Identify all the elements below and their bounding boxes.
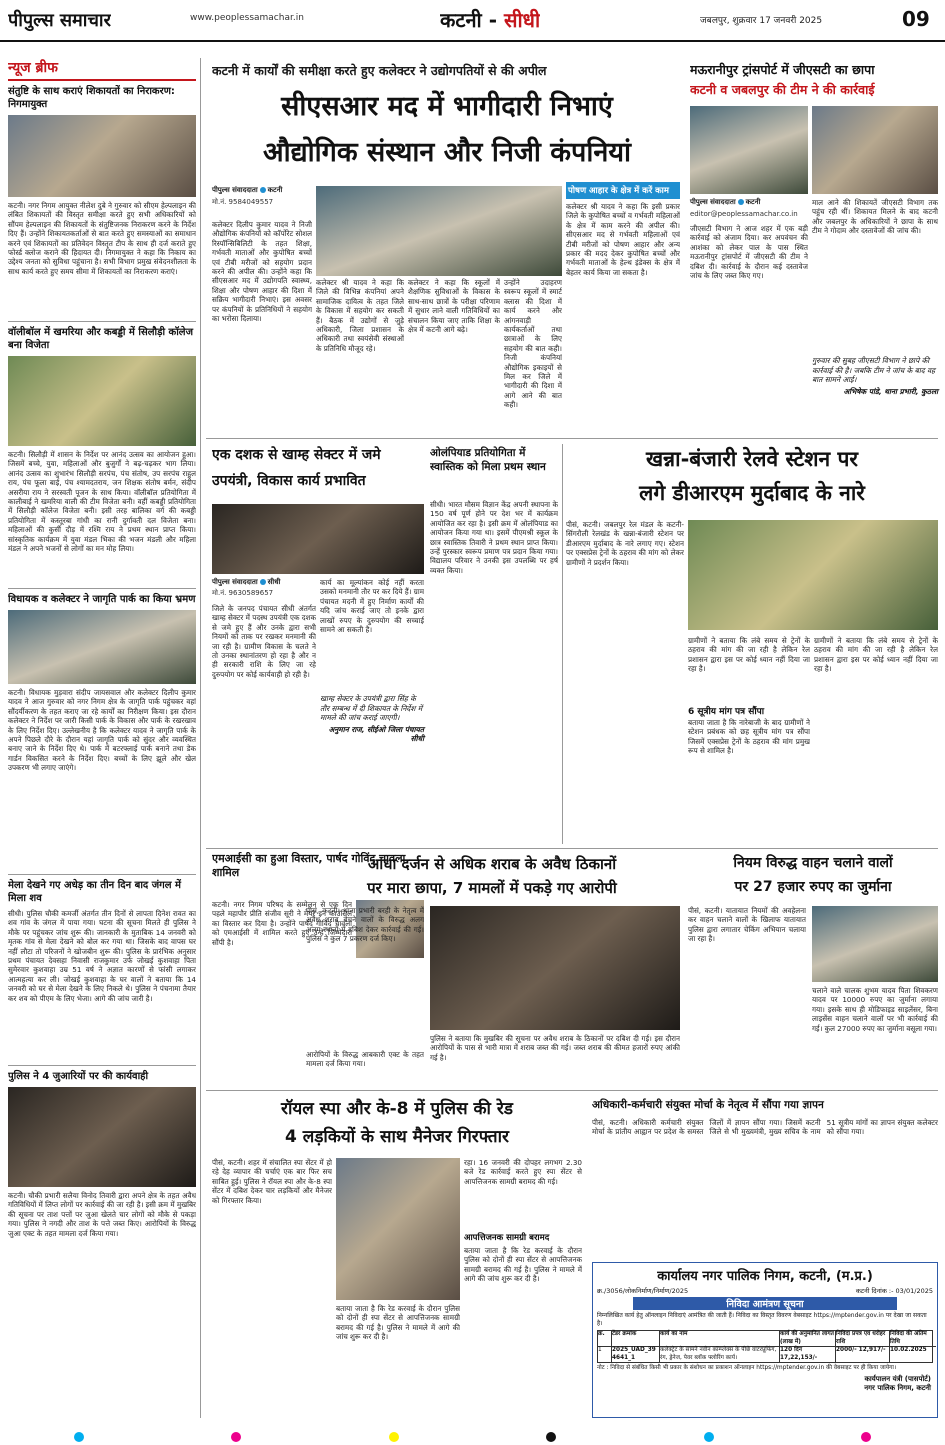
tender-signer: कार्यपालन यंत्री (पासपोर्ट) (864, 1374, 931, 1383)
brief-5-title: पुलिस ने 4 जुआरियों पर की कार्यवाही (8, 1065, 196, 1083)
lead-body-4: उन्होंने उदाहरण स्वरूप स्कूलों में स्मार्ट क्लास की दिशा में कार्य करने और आंगनवाड़ी कार्यकर्ताओं तथा छात्राओं के लिए सहयोग की बात कही। निजी कंपनियां औद्योगिक इकाइयों से मिल कर जिले में भागीदारी की दिशा में आगे आने की बात कही। (504, 278, 562, 410)
gst-body-2: माल आने की शिकायतें जीएसटी विभाग तक पहुंच रही थीं। शिकायत मिलने के बाद कटनी और जबलपुर के अधिकारियों ने छापा के साथ टीम ने गोदाम और दस्तावेजों की जांच की। (812, 198, 938, 236)
liquor-body-2: पुलिस ने बताया कि मुखबिर की सूचना पर अवैध शराब के ठिकानों पर दबिश दी गई। इस दौरान आरोपियों के पास से भारी मात्रा में शराब जब्त की गई। जब्त शराब की कीमत हजारों रुपए आंकी गई है। (430, 1034, 680, 1062)
traffic-headline-1: नियम विरुद्ध वाहन चलाने वालों (733, 855, 893, 871)
reg-dot-m2 (861, 1432, 871, 1442)
brief-4-title: मेला देखने गए अधेड़ का तीन दिन बाद जंगल में मिला शव (8, 874, 196, 905)
brief-3-photo (8, 610, 196, 684)
gst-quote: गुरुवार की सुबह जीएसटी विभाग ने छापे की कार्रवाई की है। जबकि टीम ने जांच के बाद वह बात सामने आई। अभिषेक पांडे, थाना प्रभारी, कुठला (812, 356, 938, 396)
tender-title: निविदा आमंत्रण सूचना (633, 1297, 897, 1310)
dateline: जबलपुर, शुक्रवार 17 जनवरी 2025 (700, 16, 823, 26)
spa-body-2: रहा। 16 जनवरी की दोपहर लगभग 2.30 बजे रेड कार्रवाई करते हुए स्पा सेंटर से आपत्तिजनक सामग्री बरामद की गई। (464, 1158, 582, 1186)
tender-notice (592, 1262, 938, 1418)
masthead-bar (0, 0, 945, 42)
olympiad-headline: ओलंपियाड प्रतियोगिता में स्वास्तिक को मिला प्रथम स्थान (430, 447, 546, 473)
olympiad-body: सीधी। भारत मौसम विज्ञान केंद्र अपनी स्थापना के 150 वर्ष पूर्ण होने पर देश भर में कार्यक्रम आयोजित कर रहा है। इसी क्रम में ओलंपियाड का आयोजन किया गया था। इसमें पीएमश्री स्कूल के छात्र स्वास्तिक तिवारी ने प्रथम स्थान प्राप्त किया। उन्हें पुरस्कार स्वरूप प्रमाण पत्र प्रदान किया गया। विद्यालय परिवार ने उनकी इस उपलब्धि पर हर्ष व्यक्त किया। (430, 500, 558, 575)
brief-3-body: कटनी। विधायक मुड़वारा संदीप जायसवाल और कलेक्टर दिलीप कुमार यादव ने आज गुरुवार को नगर निगम क्षेत्र के जागृति पार्क पहुंचकर वहां सौंदर्यीकरण के तहत कराए जा रहे कार्यों का निरीक्षण किया। इस दौरान कलेक्टर ने निर्देश पर जारी किसी पार्क के विकास और पार्क के रखरखाव के लिए निर्देश दिए। उल्लेखनीय है कि कलेक्टर यादव ने जागृति पार्क के अपने पिछले दौरे के दौरान यहां जागृति पार्क को सुंदर और व्यवस्थित बनाए जाने के निर्देश दिए थे। पार्क में बटरफ्लाई पार्क बनाने तथा डेक गार्डन विकसित करने के निर्देश दिए। बच्चों के लिए झूले और खेल उपकरण भी लगाए जाएंगे। (8, 688, 196, 773)
tender-table: क्र. टेंडर क्रमांक कार्य का नाम कार्य की अनुमानित लागत (लाख में) निविदा प्रपत्र एवं धरोहर राशि निविदा की अंतिम तिथि 1 2025_UAD_394641_1 कलेक्ट्रेट के सामने नवीन कॉम्प्लेक्स के पीछे वाटरप्रूफिंग, रंग, ड्रेनेज, पेवर ब्लॉक फ्लोरिंग कार्य। 120 दिन 17,22,153/- 2000/- 12,917/- 10.02.2025 (597, 1330, 933, 1363)
khamh-headline-1: एक दशक से खाम्ह सेक्टर में जमे (212, 447, 381, 463)
lead-body-1: कलेक्टर दिलीप कुमार यादव ने निजी औद्योगिक कंपनियों को कॉर्पोरेट सोशल रिस्पॉन्सिबिलिटी के तहत शिक्षा, गर्भवती माताओं और कुपोषित बच्चों एवं टीबी मरीजों को सहयोग प्रदान करने की अपील की। उन्होंने कहा कि सीएसआर मद में उद्योगपति स्वास्थ्य, शिक्षा और पोषण आहार की दिशा में सक्रिय भागीदारी निभाएं। इस अवसर पर कंपनियों के प्रतिनिधियों ने सहयोग का भरोसा दिलाया। (212, 220, 312, 324)
spa-photo (336, 1158, 460, 1300)
lead-byline: पीपुल्स संवाददाता कटनी (212, 186, 283, 194)
rule-gst (566, 438, 938, 439)
rail-headline-2: लगे डीआरएम मुर्दाबाद के नारे (639, 481, 865, 505)
liquor-headline-1: आधा दर्जन से अधिक शराब के अवैध ठिकानों (367, 855, 617, 873)
spa-headline-2: 4 लड़कियों के साथ मैनेजर गिरफ्तार (285, 1127, 509, 1147)
traffic-body-1: पीसं, कटनी। यातायात नियमों की अवहेलना कर वाहन चलाने वालों के खिलाफ यातायात पुलिस द्वारा लगातार चेकिंग अभियान चलाया जा रहा है। (688, 906, 806, 944)
spa-headline-1: रॉयल स्पा और के-8 में पुलिस की रेड (281, 1099, 513, 1119)
rail-body-2: ग्रामीणों ने बताया कि लंबे समय से ट्रेनों के ठहराव की मांग की जा रही है लेकिन रेल प्रशासन द्वारा इस पर कोई ध्यान नहीं दिया जा रहा है। (688, 636, 810, 674)
spa-body-4: बताया जाता है कि रेड करवाई के दौरान पुलिस को दोनों ही स्पा सेंटर से आपत्तिजनक सामग्री बरामद की गई है। पुलिस ने मामले में आगे की जांच शुरू कर दी है। (336, 1304, 460, 1342)
gst-photo-2 (812, 106, 938, 194)
brief-3-title: विधायक व कलेक्टर ने जागृति पार्क का किया भ्रमण (8, 588, 196, 606)
employees-body: पीसं, कटनी। अधिकारी कर्मचारी संयुक्त मोर्चा के प्रांतीय आह्वान पर प्रदेश के समस्त जिलों में ज्ञापन सौंपा गया। जिसमें कटनी जिले से भी मुख्यमंत्री, मुख्य सचिव के नाम 51 सूत्रीय मांगों का ज्ञापन संयुक्त कलेक्टर को सौंपा गया। (592, 1118, 938, 1137)
gst-photo-1 (690, 106, 808, 194)
rule-mid (206, 848, 938, 849)
news-brief-column (8, 58, 196, 1418)
brief-4-wrap (8, 909, 196, 1059)
spa-subhead: आपत्तिजनक सामग्री बरामद (464, 1233, 550, 1243)
gst-headline-1: मऊरानीपुर ट्रांसपोर्ट में जीएसटी का छापा (690, 62, 875, 77)
khamh-mobile: मो.नं. 9630589657 (212, 589, 274, 597)
nutrition-sidebar-body: कलेक्टर श्री यादव ने कहा कि इसी प्रकार जिले के कुपोषित बच्चों व गर्भवती महिलाओं के क्षेत्र में काम करने की अपील की। सीएसआर मद से गर्भवती महिलाओं एवं टीबी मरीजों को पोषण आहार और अन्य प्रकार की मदद देकर कुपोषित बच्चों और गर्भवती माताओं के हेल्थ इंडेक्स के क्षेत्र में बेहतर कार्य किया जा सकता है। (566, 202, 680, 277)
lead-headline-1: सीएसआर मद में भागीदारी निभाएं (281, 91, 613, 122)
spa-body-1: पीसं, कटनी। शहर में संचालित स्पा सेंटर में हो रहे देह व्यापार की चर्चाएं एक बार फिर सच साबित हुई। पुलिस ने रॉयल स्पा और के-8 स्पा सेंटर में दबिश देकर चार लड़कियों और मैनेजर को गिरफ्तार किया। (212, 1158, 332, 1205)
brief-4-body: सीधी। पुलिस चौकी कमर्जी अंतर्गत तीन दिनों से लापता दिनेश रावत का शव गांव के जंगल में पाया गया। घटना की सूचना मिलते ही पुलिस ने मौके पर पहुंचकर जांच शुरू की। जानकारी के मुताबिक 14 जनवरी को मृतक गांव से मेला देखने को बोल कर गया था। जिसके बाद वापस घर नहीं लौटा तो परिजनों ने खोजबीन शुरू की। पुलिस के प्रारंभिक अनुसार प्रथम पंचायत देवसहा निवासी राजकुमार उर्फ जोखई कुशवाहा पिता सुमेरवार कुशवाहा उम्र 51 वर्ष ने अज्ञात कारणों से फांसी लगाकर आत्महत्या कर ली। जोखई कुशवाहा के घर वालों ने बताया कि 14 जनवरी को घर से मेला देखने के लिए निकले थे। पुलिस ने पंचनामा तैयार कर शव को पीएम के लिए भेजा। आगे की जांच जारी है। (8, 909, 196, 1003)
lead-body-3: कलेक्टर ने कहा कि स्कूलों में शैक्षणिक सुविधाओं के विकास के साथ-साथ छात्रों के परीक्षा परिणाम में सुधार लाने वाली गतिविधियों का संचालन किया जाए ताकि शिक्षा के क्षेत्र में कटनी आगे बढ़े। (408, 278, 500, 335)
tender-signer-2: नगर पालिक निगम, कटनी (864, 1383, 931, 1392)
brief-1-body: कटनी। नगर निगम आयुक्त नीलेश दुबे ने गुरुवार को सीएम हेल्पलाइन की लंबित शिकायतों की विस्तृत समीक्षा करते हुए सभी अधिकारियों को सौंपम हेल्पलाइन की शिकायतों के संतुष्टिजनक निराकरण करने के निर्देश दिए हैं। उन्होंने शिकायतकर्ताओं से बात करते हुए समस्याओं का समाधान करने एवं शिकायतों का प्रतिवेदन विस्तृत टीप के साथ ही दर्ज कराते हुए फोर्स्ड क्लोज कराने की हिदायत दी। निगमायुक्त ने कहा कि निकाय का उद्देश्य जनता को सुविधा पहुंचाना है। सभी विभाग प्रमुख संवेदनशीलता के साथ कार्य करते हुए समय सीमा में शिकायतों का निराकरण कराएं। (8, 201, 196, 276)
rail-body-4: ग्रामीणों ने बताया कि लंबे समय से ट्रेनों के ठहराव की मांग की जा रही है लेकिन रेल प्रशासन द्वारा इस पर कोई ध्यान नहीं दिया जा रहा है। (814, 636, 938, 674)
rail-photo (688, 520, 938, 630)
lead-kicker: कटनी में कार्यों की समीक्षा करते हुए कलेक्टर ने उद्योगपतियों से की अपील (212, 63, 547, 78)
traffic-headline-2: पर 27 हजार रुपए का जुर्माना (734, 879, 892, 895)
reg-dot-y (389, 1432, 399, 1442)
khamh-body-1: जिले के जनपद पंचायत सीधी अंतर्गत खाम्ह सेक्टर में पदस्थ उपयंत्री एक दशक से जमे हुए हैं और उनके द्वारा सभी नियमों को ताक पर रखकर मनमानी की जा रही है। ग्रामीण विकास के चलते ने तो उनका स्थानांतरण हो रहा है और न ही सरकारी राशि के लिए जा रहे दुरुपयोग पर कोई कार्यवाही हो रही है। (212, 604, 316, 679)
nutrition-sidebar-title: पोषण आहार के क्षेत्र में करें काम (566, 182, 680, 199)
tender-ref-row: क्र./3056/लोकनिर्माण/निर्माण/2025 कटनी दिनांक :- 03/01/2025 (597, 1287, 933, 1295)
khamh-photo (212, 504, 424, 574)
reg-dot-c2 (704, 1432, 714, 1442)
lead-mobile: मो.नं. 9584049557 (212, 198, 274, 206)
brief-5-body: कटनी। चौकी प्रभारी सलैया विनोद तिवारी द्वारा अपने क्षेत्र के तहत अवैध गतिविधियों में लिप्त लोगों पर कार्रवाई की जा रही है। इसी क्रम में मुखबिर की सूचना पर ताश पत्तों पर जुआ खेलते चार लोगों को मौके से पकड़ा गया। पुलिस ने नगदी और ताश के पत्ते जब्त किए। आरोपियों के विरुद्ध जुआ एक्ट के तहत मामला दर्ज किया गया। (8, 1191, 196, 1238)
lead-body-2: कलेक्टर श्री यादव ने कहा कि जिले की विभिन्न कंपनियां अपने सामाजिक दायित्व के तहत जिले के विकास में सहयोग कर सकती हैं। बैठक में उद्योगों से जुड़े अधिकारी, जिला प्रशासन के अधिकारी तथा स्वयंसेवी संस्थाओं के प्रतिनिधि मौजूद रहे। (316, 278, 404, 353)
page-number: 09 (902, 7, 930, 31)
tender-office: कार्यालय नगर पालिक निगम, कटनी, (म.प्र.) (657, 1269, 873, 1284)
gst-email[interactable]: editor@peoplessamachar.co.in (690, 210, 798, 218)
brief-1-title: संतुष्टि के साथ कराएं शिकायतों का निराकरण: निगमायुक्त (8, 86, 175, 110)
spa-body-3: बताया जाता है कि रेड करवाई के दौरान पुलिस को दोनों ही स्पा सेंटर से आपत्तिजनक सामग्री बरामद की गई है। पुलिस ने मामले में आगे की जांच शुरू कर दी है। (464, 1246, 582, 1284)
gst-byline: पीपुल्स संवाददाता कटनी (690, 198, 761, 206)
khamh-quote: खाम्ह सेक्टर के उपयंत्री द्वारा सिंह के तौर सम्बन्ध में दी शिकायत के निर्देश में मामले की जांच कराई जाएगी। अनुमान राज, सीईओ जिला पंचायत सीधी (320, 694, 424, 744)
masthead-logo: पीपुल्स समाचार (8, 10, 111, 31)
liquor-body-1: पीसं, कटनी। थाना प्रभारी बरही के नेतृत्व में अवैध शराब बेचने वालों के विरुद्ध अलग अलग स्थानों में दबिश देकर कार्रवाई की गई। पुलिस ने कुल 7 प्रकरण दर्ज किए। (306, 906, 424, 944)
liquor-headline-2: पर मारा छापा, 7 मामलों में पकड़े गए आरोपी (367, 879, 617, 897)
section-title: कटनी - सीधी (440, 8, 541, 32)
registration-strip (0, 1428, 945, 1445)
traffic-photo (812, 906, 938, 982)
liquor-photo (430, 906, 680, 1030)
nutrition-sidebar (566, 182, 680, 432)
gst-body-1: जीएसटी विभाग ने आज शहर में एक बड़ी कार्रवाई को अंजाम दिया। कर अपवंचन की आशंका को लेकर पाल के पास स्थित मऊरानीपुर ट्रांसपोर्ट में जीएसटी की टीम ने दबिश दी। कार्रवाई के दौरान कई दस्तावेज जांच के लिए जब्त किए गए। (690, 224, 808, 281)
brief-2-body: कटनी। सिलौड़ी में शासन के निर्देश पर आनंद उत्सव का आयोजन हुआ। जिसमें बच्चे, युवा, महिलाओं और बुजुर्गों ने बढ़-चढ़कर भाग लिया। आनंद उत्सव का शुभारंभ सिलौड़ी सरपंच, पंच संतोष, उप सरपंच राहुल राय, पंच फूला बाई, पंच श्यामदतराय, जन शिक्षक संतोष बर्मन, संदीप असरीया राय ने सरस्वती पूजन के साथ किया। वॉलीबॉल प्रतियोगिता में कालीबाई ने खमरिया वाली की टीम विजेता बनी। वहीं कबड्डी प्रतियोगिता में सिलौड़ी कॉलेज विजेता बनी। इसी तरह बालिका वर्ग की कबड्डी प्रतियोगिता में कस्तूरबा गांधी का रानी दुर्गावती दल विजेता बना। महिलाओं की कुर्सी दौड़ में रश्मि राय ने प्रथम स्थान प्राप्त किया। सांस्कृतिक कार्यक्रम में युवा मंडल भिका की भजन मंडली और महिला मंडल ने अपने भजनों से लोगों का मन मोह लिया। (8, 450, 196, 554)
news-brief-label: न्यूज ब्रीफ (8, 58, 196, 81)
reg-dot-m (231, 1432, 241, 1442)
rail-body-3: बताया जाता है कि नारेबाजी के बाद ग्रामीणों ने स्टेशन प्रबंधक को छह सूत्रीय मांग पत्र सौंपा जिसमें एक्सप्रेस ट्रेनों के ठहराव की मांग प्रमुख रूप से शामिल है। (688, 718, 810, 756)
gst-headline-2: कटनी व जबलपुर की टीम ने की कार्रवाई (690, 82, 875, 97)
brief-1-photo (8, 115, 196, 197)
khamh-headline-2: उपयंत्री, विकास कार्य प्रभावित (212, 473, 366, 489)
traffic-body-2: चलाने वाले चालक शुभम यादव पिता शिवकरण यादव पर 10000 रुपए का जुर्माना लगाया गया। इसके साथ ही मोडिफाइड साइलेंसर, बिना लाइसेंस वाहन चलाने वालों पर भी कार्रवाई की गई। कुल 27000 रुपए का जुर्माना वसूला गया। (812, 986, 938, 1033)
tender-desc: निम्नलिखित कार्य हेतु ऑनलाइन निविदाएं आमंत्रित की जाती हैं। निविदा का विस्तृत विवरण वेबसाइट https://mptender.gov.in पर देखा जा सकता है। (597, 1312, 927, 1327)
website-url[interactable]: www.peoplessamachar.in (190, 13, 304, 23)
reg-dot-k (546, 1432, 556, 1442)
tender-note: नोट : निविदा से संबंधित किसी भी प्रकार के संशोधन का प्रकाशन ऑनलाइन https://mptender.gov.in की वेबसाइट पर ही किया जायेगा। (597, 1365, 897, 1371)
mic-body: कटनी। नगर निगम परिषद के सम्मेलन से एक दिन पहले महापौर प्रीति संजीव सूरी ने मेयर इन काउंसिल का विस्तार कर दिया है। उन्होंने पार्षद गोविंद चावला को एमआईसी में शामिल करते हुए उन्हें जिम्मेदारी सौंपी है। (212, 900, 352, 947)
lead-headline-2: औद्योगिक संस्थान और निजी कंपनियां (263, 137, 631, 168)
lead-photo (316, 186, 562, 276)
rail-subhead: 6 सूत्रीय मांग पत्र सौंपा (688, 707, 765, 717)
column-rule-2 (562, 444, 563, 844)
liquor-body-3: आरोपियों के विरुद्ध आबकारी एक्ट के तहत मामला दर्ज किया गया। (306, 1050, 424, 1069)
brief-2-photo (8, 356, 196, 446)
khamh-byline: पीपुल्स संवाददाता सीधी (212, 578, 281, 586)
rule-lower (206, 1090, 938, 1091)
khamh-body-2: कार्य का मूल्यांकन कोई नहीं करता उसको मनमानी तौर पर कर दिये हैं। ग्राम पंचायत मदनी में हुए निर्माण कार्यों की यदि जांच कराई जाए तो इनके द्वारा लाखों रुपए के दुरुपयोग की सच्चाई सामने आ सकती है। (320, 578, 424, 635)
rail-headline-1: खन्ना-बंजारी रेलवे स्टेशन पर (646, 447, 858, 471)
mic-headline: एमआईसी का हुआ विस्तार, पार्षद गोविंद चावला शामिल (212, 852, 406, 879)
brief-2-title: वॉलीबॉल में खमरिया और कबड्डी में सिलौड़ी कॉलेज बना विजेता (8, 321, 196, 352)
column-rule (200, 58, 201, 1418)
brief-5-photo (8, 1087, 196, 1187)
rail-body-1: पीसं, कटनी। जबलपुर रेल मंडल के कटनी-सिंगरौली रेलखंड के खन्ना-बंजारी स्टेशन पर डीआरएम मुर्दाबाद के नारे लगाए गए। स्टेशन पर एक्सप्रेस ट्रेनों के ठहराव की मांग को लेकर ग्रामीणों ने प्रदर्शन किया। (566, 520, 684, 567)
employees-headline: अधिकारी-कर्मचारी संयुक्त मोर्चा के नेतृत्व में सौंपा गया ज्ञापन (592, 1099, 824, 1111)
reg-dot-c (74, 1432, 84, 1442)
